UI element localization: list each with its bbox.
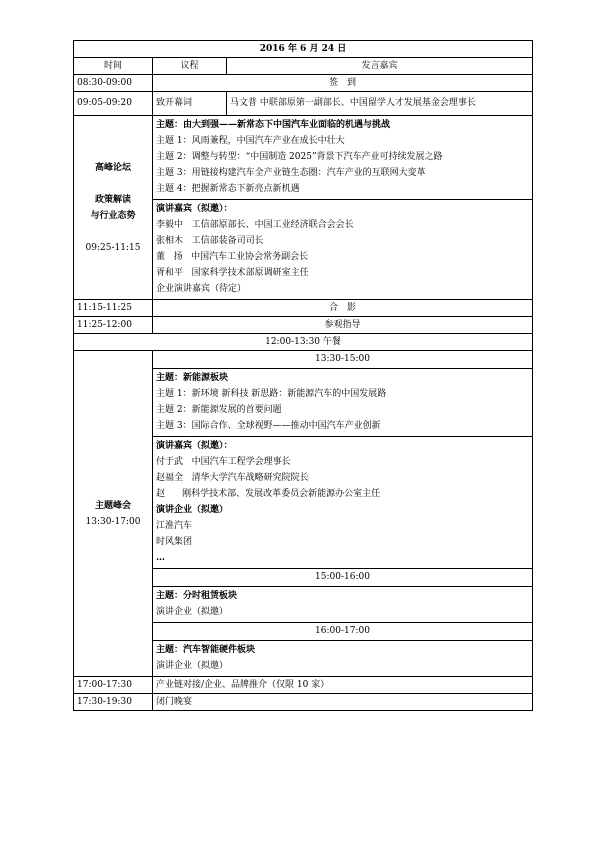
visit-row: [74, 317, 533, 334]
session1-topic: 主题 2：新能源发展的首要问题: [156, 405, 282, 415]
chain-time: 17:00-17:30: [74, 677, 153, 694]
forum-topic: 主题 2：调整与转型：“中国制造 2025”背景下汽车产业可持续发展之路: [156, 152, 443, 162]
session3-theme: 主题：汽车智能硬件板块: [156, 645, 256, 655]
session1-theme: 主题：新能源板块: [156, 373, 229, 383]
forum-guests-block: [153, 199, 532, 299]
session1-guests-title: 演讲嘉宾（拟邀）：: [156, 441, 233, 451]
forum-subtitle-2: 与行业态势: [90, 210, 136, 221]
session1-guest: 赵 刚科学技术部、发展改革委员会新能源办公室主任: [156, 489, 381, 499]
dinner-time: 17:30-19:30: [74, 694, 153, 711]
welcome-time: 09:05-09:20: [74, 92, 153, 116]
schedule-table: [73, 40, 533, 711]
header-row: [74, 58, 533, 75]
photo-time: 11:15-11:25: [74, 300, 153, 317]
session1-company: 江淮汽车: [156, 521, 193, 531]
summit-title: 主题峰会: [94, 500, 131, 511]
header-time: 时间: [74, 58, 153, 75]
photo-text: 合 影: [153, 300, 533, 317]
forum-topic: 主题 1：风雨兼程，中国汽车产业在成长中壮大: [156, 136, 345, 146]
forum-content: [153, 116, 533, 300]
summit-row: [74, 351, 533, 677]
session1-topic: 主题 3：国际合作、全球视野——推动中国汽车产业创新: [156, 421, 381, 431]
session3-block: [153, 640, 532, 676]
session1-company: 时风集团: [156, 537, 193, 547]
session1-company: …: [156, 553, 165, 563]
session1-topic: 主题 1：新环境 新科技 新思路：新能源汽车的中国发展路: [156, 389, 387, 399]
forum-guest: 胥和平 国家科学技术部原调研室主任: [156, 268, 309, 278]
session2-theme: 主题：分时租赁板块: [156, 591, 238, 601]
session1-companies-title: 演讲企业（拟邀）: [156, 505, 229, 515]
session1-topics-block: [153, 368, 532, 436]
forum-topics-block: [156, 116, 529, 199]
forum-guests-title: 演讲嘉宾（拟邀）：: [156, 204, 233, 214]
forum-time: 09:25-11:15: [85, 242, 141, 253]
forum-guest: 张相木 工信部装备司司长: [156, 236, 264, 246]
session1-guest: 付于武 中国汽车工程学会理事长: [156, 457, 291, 467]
forum-theme: 主题：由大到强——新常态下中国汽车业面临的机遇与挑战: [156, 120, 391, 130]
header-speaker: 发言嘉宾: [227, 58, 533, 75]
session3-note: 演讲企业（拟邀）: [156, 661, 229, 671]
dinner-text: 闭门晚宴: [153, 694, 533, 711]
forum-guest: 李毅中 工信部原部长、中国工业经济联合会会长: [156, 220, 354, 230]
summit-time: 13:30-17:00: [85, 516, 141, 527]
forum-topic: 主题 3：用链接构建汽车全产业链生态圈：汽车产业的互联网大变革: [156, 168, 426, 178]
signin-row: [74, 75, 533, 92]
dinner-row: [74, 694, 533, 711]
lunch-text: 12:00-13:30 午餐: [74, 334, 533, 351]
session3-time: 16:00-17:00: [153, 622, 532, 640]
lunch-row: [74, 334, 533, 351]
chain-text: 产业链对接/企业、品牌推介（仅限 10 家）: [153, 677, 533, 694]
header-agenda: 议程: [153, 58, 227, 75]
schedule-page: [73, 40, 532, 711]
visit-time: 11:25-12:00: [74, 317, 153, 334]
date-cell: 2016 年 6 月 24 日: [74, 41, 533, 58]
signin-time: 08:30-09:00: [74, 75, 153, 92]
session2-note: 演讲企业（拟邀）: [156, 607, 229, 617]
session2-block: [153, 586, 532, 622]
forum-guest: 企业演讲嘉宾（待定）: [156, 284, 247, 294]
summit-content: [153, 351, 533, 677]
welcome-speaker: 马文普 中联部原第一副部长、中国留学人才发展基金会理事长: [227, 92, 533, 116]
welcome-agenda: 致开幕词: [153, 92, 227, 116]
visit-text: 参观指导: [153, 317, 533, 334]
forum-subtitle-1: 政策解读: [94, 194, 131, 205]
welcome-row: [74, 92, 533, 116]
signin-text: 签 到: [153, 75, 533, 92]
forum-title: 高峰论坛: [94, 162, 131, 173]
session1-guests-block: [153, 436, 532, 568]
session2-time: 15:00-16:00: [153, 568, 532, 586]
forum-left: [74, 116, 153, 300]
session1-time: 13:30-15:00: [315, 354, 370, 364]
forum-row: [74, 116, 533, 300]
session1-guest: 赵福全 清华大学汽车战略研究院院长: [156, 473, 309, 483]
chain-row: [74, 677, 533, 694]
summit-left: [74, 351, 153, 677]
forum-topic: 主题 4：把握新常态下新亮点新机遇: [156, 184, 300, 194]
photo-row: [74, 300, 533, 317]
date-row: [74, 41, 533, 58]
forum-guest: 董 扬 中国汽车工业协会常务副会长: [156, 252, 309, 262]
